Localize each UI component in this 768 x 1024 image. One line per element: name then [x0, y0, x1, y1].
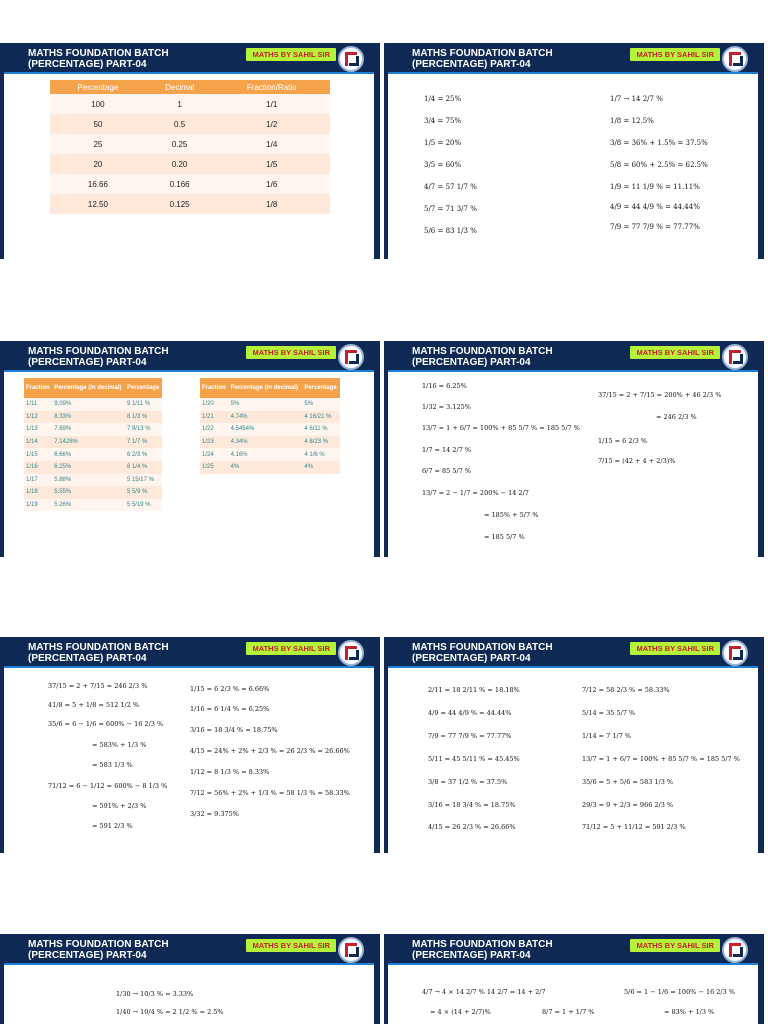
cell: 4.5454% — [229, 423, 303, 436]
table-row — [50, 134, 330, 154]
math-line: 2/11 = 18 2/11 % = 18.18% — [428, 686, 520, 694]
brand-logo-icon — [338, 46, 364, 72]
cell: 4 8/23 % — [302, 436, 340, 449]
math-line: 71/12 = 5 + 11/12 = 591 2/3 % — [582, 823, 686, 831]
brand-logo-icon — [338, 344, 364, 370]
brand-logo-icon — [722, 640, 748, 666]
math-line: = 591% + 2/3 % — [92, 802, 147, 810]
math-line: 4/15 = 26 2/3 % = 26.66% — [428, 823, 516, 831]
math-line: 4/7 → 4 × 14 2/7 % 14 2/7 = 14 + 2/7 — [422, 988, 546, 996]
math-line: 3/5 = 60% — [424, 161, 462, 169]
math-line: 13/7 = 2 − 1/7 = 200% − 14 2/7 — [422, 489, 529, 497]
fraction-table-right — [200, 378, 340, 474]
math-line: = 583% + 1/3 % — [92, 741, 147, 749]
brand-logo-icon — [722, 46, 748, 72]
math-line: 5/6 = 83 1/3 % — [424, 227, 477, 235]
math-line: 1/7 → 14 2/7 % — [610, 95, 663, 103]
math-line: 29/3 = 9 + 2/3 = 966 2/3 % — [582, 801, 674, 809]
table-header: Fraction — [24, 378, 52, 398]
math-line: 1/16 = 6.25% — [422, 382, 467, 390]
brand-logo-icon — [722, 937, 748, 963]
math-line: = 583 1/3 % — [92, 761, 133, 769]
cell: 25 — [50, 134, 146, 154]
table-row — [24, 499, 162, 512]
table-header: Percentage — [302, 378, 340, 398]
math-line: 5/7 = 71 3/7 % — [424, 205, 477, 213]
math-line: 3/4 = 75% — [424, 117, 462, 125]
cell: 0.5 — [146, 114, 214, 134]
cell: 1/15 — [24, 448, 52, 461]
math-line: 3/8 = 37 1/2 % = 37.5% — [428, 778, 508, 786]
math-line: 8/7 = 1 + 1/7 % — [542, 1008, 595, 1016]
brand-badge: MATHS BY SAHIL SIR — [630, 346, 720, 359]
cell: 100 — [50, 94, 146, 114]
math-line: 1/8 = 12.5% — [610, 117, 654, 125]
table-header: Fraction — [200, 378, 229, 398]
table-row — [200, 461, 340, 474]
cell: 1/2 — [213, 114, 330, 134]
slide-title: MATHS FOUNDATION BATCH (PERCENTAGE) PART-04 — [412, 346, 553, 368]
cell: 5.88% — [52, 474, 125, 487]
cell: 9 1/11 % — [125, 398, 162, 411]
cell: 1/1 — [213, 94, 330, 114]
cell: 4% — [229, 461, 303, 474]
table-row — [24, 486, 162, 499]
math-line: 13/7 = 1 + 6/7 = 100% + 85 5/7 % = 185 5/7 % — [582, 755, 740, 763]
cell: 1/24 — [200, 448, 229, 461]
math-line: 5/6 = 1 − 1/6 = 100% − 16 2/3 % — [624, 988, 735, 996]
math-line: 4/7 = 57 1/7 % — [424, 183, 477, 191]
cell: 1/8 — [213, 194, 330, 214]
slide-title: MATHS FOUNDATION BATCH (PERCENTAGE) PART-04 — [28, 642, 169, 664]
math-line: = 4 × (14 + 2/7)% — [430, 1008, 491, 1016]
table-row — [50, 94, 330, 114]
math-line: 4/15 = 24% + 2% + 2/3 % = 26 2/3 % = 26.66% — [190, 747, 350, 755]
fraction-table-left — [24, 378, 162, 511]
cell: 7 1/7 % — [125, 436, 162, 449]
math-line: 37/15 = 2 + 7/15 = 246 2/3 % — [48, 682, 148, 690]
cell: 1/21 — [200, 411, 229, 424]
slide-8 — [384, 934, 764, 1024]
cell: 1/6 — [213, 174, 330, 194]
cell: 6.25% — [52, 461, 125, 474]
slide-2 — [384, 43, 764, 259]
math-line: 71/12 = 6 − 1/12 = 600% − 8 1/3 % — [48, 782, 168, 790]
cell: 1/17 — [24, 474, 52, 487]
slide-title: MATHS FOUNDATION BATCH (PERCENTAGE) PART-04 — [28, 939, 169, 961]
cell: 16.66 — [50, 174, 146, 194]
slide-5 — [0, 637, 380, 853]
slide-title: MATHS FOUNDATION BATCH (PERCENTAGE) PART-04 — [28, 48, 169, 70]
math-line: 5/11 = 45 5/11 % = 45.45% — [428, 755, 520, 763]
math-line: 1/9 = 11 1/9 % = 11.11% — [610, 183, 700, 191]
table-header: Percentage (in decimal) — [229, 378, 303, 398]
table-row — [24, 474, 162, 487]
cell: 1/22 — [200, 423, 229, 436]
math-line: 1/7 = 14 2/7 % — [422, 446, 472, 454]
cell: 0.125 — [146, 194, 214, 214]
cell: 5 5/19 % — [125, 499, 162, 512]
table-header: Percentage — [50, 80, 146, 94]
math-line: = 246 2/3 % — [656, 413, 697, 421]
math-line: = 185% + 5/7 % — [484, 511, 539, 519]
math-line: 5/8 = 60% + 2.5% = 62.5% — [610, 161, 708, 169]
cell: 5 15/17 % — [125, 474, 162, 487]
math-line: 3/16 = 18 3/4 % = 18.75% — [190, 726, 278, 734]
cell: 1/19 — [24, 499, 52, 512]
cell: 5.55% — [52, 486, 125, 499]
table-header: Percentage — [125, 378, 162, 398]
math-line: 3/16 = 18 3/4 % = 18.75% — [428, 801, 516, 809]
math-line: 5/14 = 35 5/7 % — [582, 709, 636, 717]
cell: 7.1428% — [52, 436, 125, 449]
math-line: 7/12 = 56% + 2% + 1/3 % = 58 1/3 % = 58.33% — [190, 789, 350, 797]
cell: 5% — [229, 398, 303, 411]
cell: 4.16% — [229, 448, 303, 461]
math-line: 7/12 = 58 2/3 % = 58.33% — [582, 686, 670, 694]
cell: 1/13 — [24, 423, 52, 436]
table-header: Fraction/Ratio — [213, 80, 330, 94]
cell: 0.166 — [146, 174, 214, 194]
math-line: 4/9 = 44 4/9 % = 44.44% — [428, 709, 512, 717]
table-row — [24, 448, 162, 461]
math-line: 1/14 = 7 1/7 % — [582, 732, 632, 740]
slide-7 — [0, 934, 380, 1024]
math-line: 7/9 = 77 7/9 % = 77.77% — [428, 732, 512, 740]
cell: 1/16 — [24, 461, 52, 474]
cell: 1/12 — [24, 411, 52, 424]
math-line: 1/40 → 10/4 % = 2 1/2 % = 2.5% — [116, 1008, 224, 1016]
cell: 1/18 — [24, 486, 52, 499]
brand-logo-icon — [722, 344, 748, 370]
math-line: 7/9 = 77 7/9 % = 77.77% — [610, 223, 700, 231]
cell: 8 1/3 % — [125, 411, 162, 424]
brand-badge: MATHS BY SAHIL SIR — [246, 642, 336, 655]
cell: 8.33% — [52, 411, 125, 424]
math-line: 1/12 = 8 1/3 % = 8.33% — [190, 768, 270, 776]
cell: 6 2/3 % — [125, 448, 162, 461]
math-line: 37/15 = 2 + 7/15 = 200% + 46 2/3 % — [598, 391, 722, 399]
cell: 4 1/6 % — [302, 448, 340, 461]
brand-logo-icon — [338, 640, 364, 666]
table-header: Decimal — [146, 80, 214, 94]
cell: 4.74% — [229, 411, 303, 424]
math-line: 41/8 = 5 + 1/8 = 512 1/2 % — [48, 701, 140, 709]
table-row — [50, 154, 330, 174]
brand-badge: MATHS BY SAHIL SIR — [246, 48, 336, 61]
cell: 4 6/11 % — [302, 423, 340, 436]
slide-title: MATHS FOUNDATION BATCH (PERCENTAGE) PART-04 — [412, 48, 553, 70]
table-row — [200, 448, 340, 461]
table-row — [200, 436, 340, 449]
cell: 1/4 — [213, 134, 330, 154]
slide-title: MATHS FOUNDATION BATCH (PERCENTAGE) PART-04 — [28, 346, 169, 368]
table-row — [24, 436, 162, 449]
cell: 1/23 — [200, 436, 229, 449]
cell: 1/11 — [24, 398, 52, 411]
cell: 7 9/13 % — [125, 423, 162, 436]
cell: 9.09% — [52, 398, 125, 411]
math-line: 1/32 = 3.125% — [422, 403, 471, 411]
brand-logo-icon — [338, 937, 364, 963]
cell: 1/14 — [24, 436, 52, 449]
table-row — [24, 398, 162, 411]
table-header: Percentage (in decimal) — [52, 378, 125, 398]
cell: 6.66% — [52, 448, 125, 461]
cell: 12.50 — [50, 194, 146, 214]
math-line: 35/6 = 6 − 1/6 = 600% − 16 2/3 % — [48, 720, 164, 728]
math-line: 3/8 = 36% + 1.5% = 37.5% — [610, 139, 708, 147]
percentage-decimal-table — [50, 80, 330, 214]
table-row — [24, 411, 162, 424]
cell: 1/20 — [200, 398, 229, 411]
brand-badge: MATHS BY SAHIL SIR — [246, 939, 336, 952]
table-row — [200, 398, 340, 411]
cell: 7.69% — [52, 423, 125, 436]
table-row — [24, 461, 162, 474]
math-line: 1/30 → 10/3 % = 3.33% — [116, 990, 194, 998]
cell: 4.34% — [229, 436, 303, 449]
math-line: 1/15 = 6 2/3 % — [598, 437, 648, 445]
math-line: 13/7 = 1 + 6/7 = 100% + 85 5/7 % = 185 5/7 % — [422, 424, 580, 432]
cell: 5 5/9 % — [125, 486, 162, 499]
brand-badge: MATHS BY SAHIL SIR — [630, 48, 720, 61]
cell: 5% — [302, 398, 340, 411]
cell: 50 — [50, 114, 146, 134]
brand-badge: MATHS BY SAHIL SIR — [246, 346, 336, 359]
brand-badge: MATHS BY SAHIL SIR — [630, 939, 720, 952]
cell: 6 1/4 % — [125, 461, 162, 474]
cell: 0.20 — [146, 154, 214, 174]
math-line: 35/6 = 5 + 5/6 = 583 1/3 % — [582, 778, 674, 786]
math-line: 7/15 = (42 + 4 + 2/3)% — [598, 457, 676, 465]
brand-badge: MATHS BY SAHIL SIR — [630, 642, 720, 655]
cell: 1/5 — [213, 154, 330, 174]
cell: 1 — [146, 94, 214, 114]
math-line: 3/32 = 9.375% — [190, 810, 239, 818]
table-row — [50, 174, 330, 194]
cell: 20 — [50, 154, 146, 174]
math-line: = 83% + 1/3 % — [664, 1008, 715, 1016]
math-line: 6/7 = 85 5/7 % — [422, 467, 472, 475]
slide-6 — [384, 637, 764, 853]
math-line: 4/9 = 44 4/9 % = 44.44% — [610, 203, 700, 211]
table-row — [50, 194, 330, 214]
cell: 1/25 — [200, 461, 229, 474]
math-line: = 591 2/3 % — [92, 822, 133, 830]
math-line: 1/4 = 25% — [424, 95, 462, 103]
table-row — [200, 423, 340, 436]
math-line: 1/16 = 6 1/4 % = 6.25% — [190, 705, 270, 713]
math-line: 1/15 = 6 2/3 % = 6.66% — [190, 685, 270, 693]
slide-4 — [384, 341, 764, 557]
math-line: = 185 5/7 % — [484, 533, 525, 541]
cell: 0.25 — [146, 134, 214, 154]
cell: 4% — [302, 461, 340, 474]
slide-title: MATHS FOUNDATION BATCH (PERCENTAGE) PART-04 — [412, 939, 553, 961]
table-row — [24, 423, 162, 436]
slide-3 — [0, 341, 380, 557]
table-row — [50, 114, 330, 134]
cell: 4 16/21 % — [302, 411, 340, 424]
math-line: 1/5 = 20% — [424, 139, 462, 147]
table-row — [200, 411, 340, 424]
slide-title: MATHS FOUNDATION BATCH (PERCENTAGE) PART-04 — [412, 642, 553, 664]
cell: 5.26% — [52, 499, 125, 512]
slide-1 — [0, 43, 380, 259]
